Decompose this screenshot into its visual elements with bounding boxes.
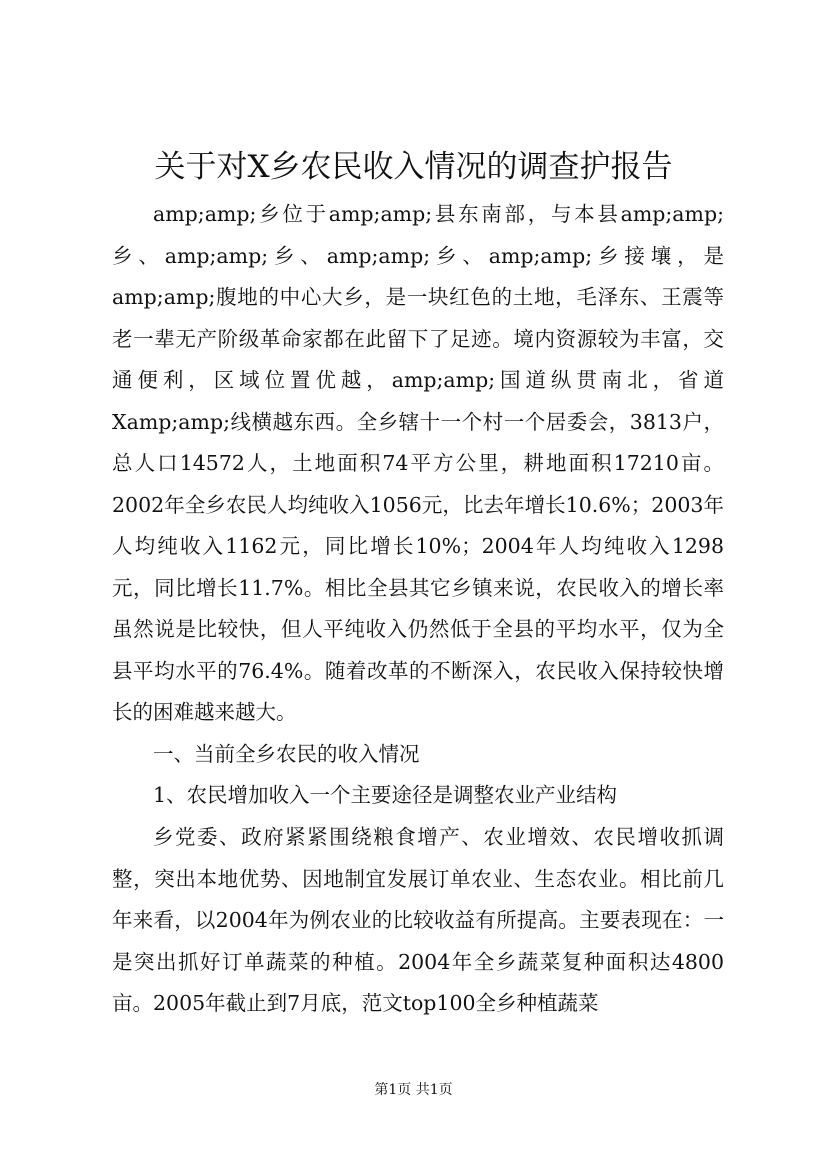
page-number-footer: 第1页 共1页 [374, 1082, 453, 1098]
document-title: 关于对X乡农民收入情况的调查护报告 [154, 149, 673, 185]
subsection-heading: 1、农民增加收入一个主要途径是调整农业产业结构 [153, 783, 618, 807]
section-heading: 一、当前全乡农民的收入情况 [153, 742, 420, 766]
body-paragraph: 乡党委、政府紧紧围绕粮食增产、农业增效、农民增收抓调整，突出本地优势、因地制宜发展订单农业、生态农业。相比前几年来看，以2004年为例农业的比较收益有所提高。主要表现在：一是突出抓好订单蔬菜的种植。2004年全乡蔬菜复种面积达4800亩。2005年截止到7月底，范文top100全乡种植蔬菜 [112, 825, 724, 1015]
intro-paragraph: amp;amp;乡位于amp;amp;县东南部，与本县amp;amp;乡、amp;amp;乡、amp;amp;乡、amp;amp;乡接壤，是amp;amp;腹地的中心大乡，是一块红色的土地，毛泽东、王震等老一辈无产阶级革命家都在此留下了足迹。境内资源较为丰富，交通便利，区域位置优越，amp;amp;国道纵贯南北，省道Xamp;amp;线横越东西。全乡辖十一个村一个居委会，3813户，总人口14572人，土地面积74平方公里，耕地面积17210亩。2002年全乡农民人均纯收入1056元，比去年增长10.6%；2003年人均纯收入1162元，同比增长10%；2004年人均纯收入1298元，同比增长11.7%。相比全县其它乡镇来说，农民收入的增长率虽然说是比较快，但人平纯收入仍然低于全县的平均水平，仅为全县平均水平的76.4%。随着改革的不断深入，农民收入保持较快增长的困难越来越大。 [112, 202, 724, 724]
